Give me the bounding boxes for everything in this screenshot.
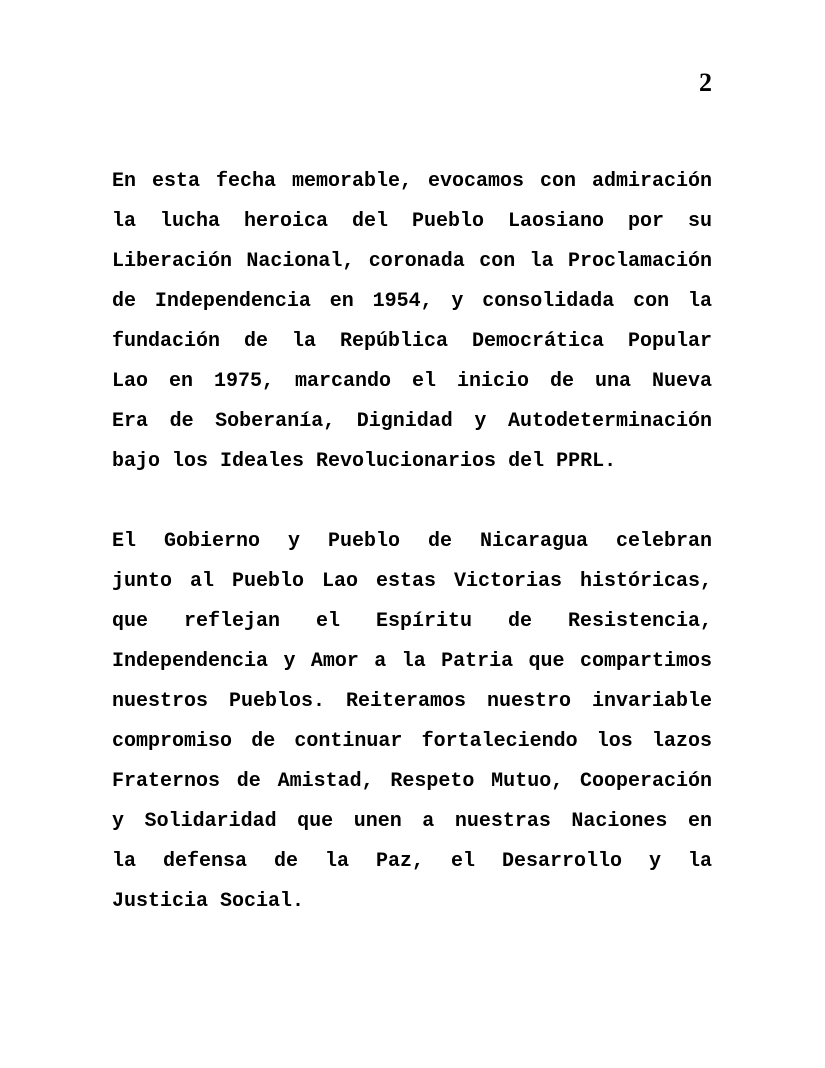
text-line: El Gobierno y Pueblo de Nicaragua celebran <box>112 530 712 553</box>
text-line: la defensa de la Paz, el Desarrollo y la <box>112 850 712 873</box>
text-line: En esta fecha memorable, evocamos con admiración <box>112 170 712 193</box>
document-body <box>112 162 712 922</box>
text-line: junto al Pueblo Lao estas Victorias históricas, <box>112 570 712 593</box>
text-line: Liberación Nacional, coronada con la Proclamación <box>112 250 712 273</box>
text-line: Justicia Social. <box>112 890 305 913</box>
text-line: nuestros Pueblos. Reiteramos nuestro invariable <box>112 690 712 713</box>
paragraph-1 <box>112 162 712 482</box>
text-line: de Independencia en 1954, y consolidada con la <box>112 290 712 313</box>
text-line: que reflejan el Espíritu de Resistencia, <box>112 610 712 633</box>
page-number: 2 <box>699 68 712 97</box>
text-line: y Solidaridad que unen a nuestras Naciones en <box>112 810 712 833</box>
paragraph-2 <box>112 522 712 922</box>
text-line: Lao en 1975, marcando el inicio de una Nueva <box>112 370 712 393</box>
text-line: bajo los Ideales Revolucionarios del PPRL. <box>112 450 617 473</box>
text-line: Fraternos de Amistad, Respeto Mutuo, Cooperación <box>112 770 712 793</box>
text-line: Independencia y Amor a la Patria que compartimos <box>112 650 712 673</box>
text-line: compromiso de continuar fortaleciendo los lazos <box>112 730 712 753</box>
text-line: fundación de la República Democrática Popular <box>112 330 712 353</box>
text-line: la lucha heroica del Pueblo Laosiano por su <box>112 210 712 233</box>
text-line: Era de Soberanía, Dignidad y Autodeterminación <box>112 410 712 433</box>
